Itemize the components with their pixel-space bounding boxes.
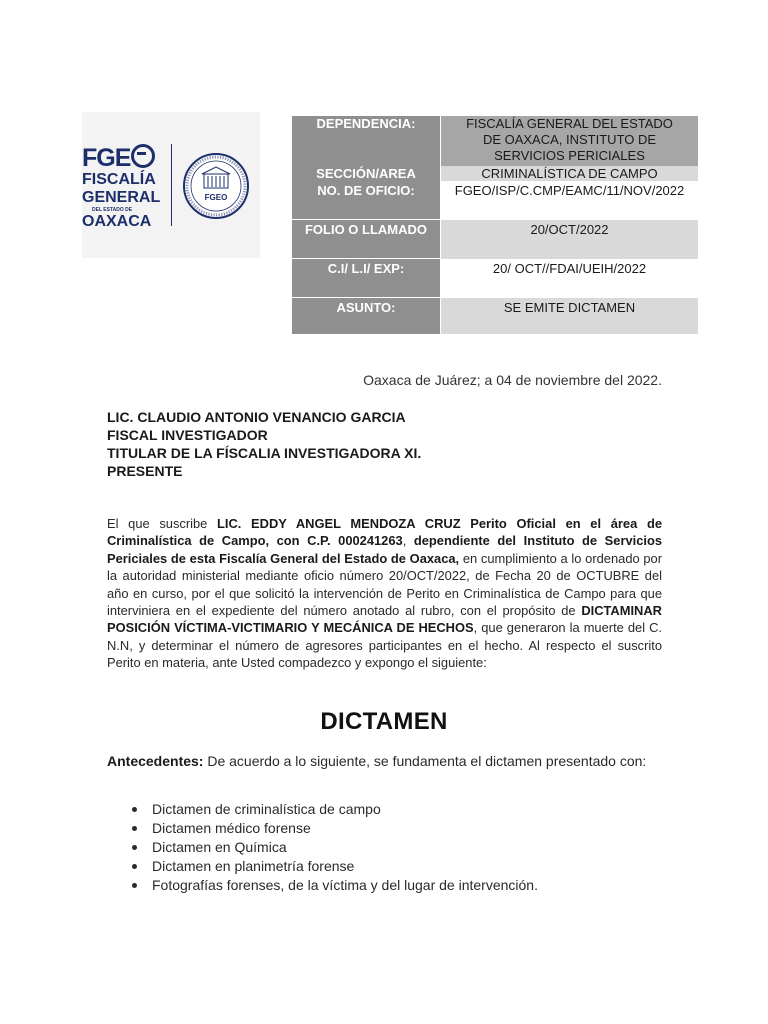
list-item: Dictamen de criminalística de campo — [130, 800, 660, 819]
table-row — [292, 181, 698, 220]
body-paragraph: El que suscribe LIC. EDDY ANGEL MENDOZA CRUZ Perito Oficial en el área de Criminalística de Campo, con C.P. 000241263, dependiente del Instituto de Servicios Periciales de esta Fiscalía General del Estado de Oaxaca, en cumplimiento a lo ordenado por la autoridad ministerial mediante oficio número 20/OCT/2022, de Fecha 20 de OCTUBRE del año en curso, por el que solicitó la intervención de Perito en Criminalística de Campo para que interviniera en el expediente del número anotado al rubro, con el propósito de DICTAMINAR POSICIÓN VÍCTIMA-VICTIMARIO Y MECÁNICA DE HECHOS, que generaron la muerte del C. N.N, y determinar el número de agresores participantes en el hecho. Al respecto el suscrito Perito en materia, ante Usted compadezco y expongo el siguiente: — [107, 516, 663, 671]
asunto-label: ASUNTO: — [292, 298, 441, 335]
bullet-icon — [132, 826, 137, 831]
table-row — [292, 259, 698, 298]
documents-list — [130, 800, 660, 895]
logo-brand: FGE — [82, 144, 131, 172]
table-row — [292, 116, 698, 166]
logo-divider — [171, 144, 172, 226]
table-row — [292, 220, 698, 259]
bullet-icon — [132, 883, 137, 888]
institution-logo — [82, 112, 260, 258]
ci-value: 20/ OCT//FDAI/UEIH/2022 — [441, 259, 699, 298]
addressee-block — [107, 408, 667, 480]
logo-small-text: DEL ESTADO DE — [92, 207, 133, 213]
bullet-icon — [132, 807, 137, 812]
addressee-presente: PRESENTE — [107, 463, 183, 479]
dictamen-purpose: DICTAMINAR POSICIÓN VÍCTIMA-VICTIMARIO Y MECÁNICA DE HECHOS — [107, 603, 662, 636]
addressee-office: TITULAR DE LA FÍSCALIA INVESTIGADORA XI. — [107, 445, 422, 461]
logo-line-2: GENERAL — [82, 189, 161, 206]
bullet-icon — [132, 864, 137, 869]
place-date-line: Oaxaca de Juárez; a 04 de noviembre del 2022. — [363, 372, 662, 388]
addressee-role: FISCAL INVESTIGADOR — [107, 427, 268, 443]
logo-wordmark — [82, 144, 166, 231]
list-item: Dictamen en Química — [130, 838, 660, 857]
signer-institution: dependiente del Instituto de Servicios Periciales de esta Fiscalía General del Estado de Oaxaca, — [107, 533, 663, 566]
seal-text: FGEO — [204, 193, 228, 202]
ci-label: C.I/ L.I/ EXP: — [292, 259, 441, 298]
addressee-name: LIC. CLAUDIO ANTONIO VENANCIO GARCIA — [107, 409, 406, 425]
document-header-table — [292, 116, 698, 334]
dependencia-label: DEPENDENCIA: — [292, 116, 441, 166]
oficio-value: FGEO/ISP/C.CMP/EAMC/11/NOV/2022 — [441, 181, 699, 220]
logo-line-3: OAXACA — [82, 213, 152, 230]
seal-icon — [182, 152, 250, 220]
list-item: Dictamen médico forense — [130, 819, 660, 838]
seccion-value: CRIMINALÍSTICA DE CAMPO — [441, 166, 699, 181]
signer-identity: LIC. EDDY ANGEL MENDOZA CRUZ Perito Oficial en el área de Criminalística de Campo, con C.P. 000241263 — [107, 516, 662, 549]
antecedentes-label: Antecedentes: — [107, 753, 204, 769]
folio-label: FOLIO O LLAMADO — [292, 220, 441, 259]
table-row — [292, 298, 698, 335]
logo-line-1: FISCALÍA — [82, 171, 156, 188]
list-item: Fotografías forenses, de la víctima y del lugar de intervención. — [130, 876, 660, 895]
list-item: Dictamen en planimetría forense — [130, 857, 660, 876]
folio-value: 20/OCT/2022 — [441, 220, 699, 259]
dependencia-value: FISCALÍA GENERAL DEL ESTADO DE OAXACA, INSTITUTO DE SERVICIOS PERICIALES — [441, 116, 699, 166]
table-row — [292, 166, 698, 181]
section-title: DICTAMEN — [320, 708, 448, 735]
antecedentes-paragraph: Antecedentes: De acuerdo a lo siguiente, se fundamenta el dictamen presentado con: — [107, 753, 647, 769]
seccion-label: SECCIÓN/AREA — [292, 166, 441, 181]
asunto-value: SE EMITE DICTAMEN — [441, 298, 699, 335]
bullet-icon — [132, 845, 137, 850]
oficio-label: NO. DE OFICIO: — [292, 181, 441, 220]
logo-o-icon — [131, 144, 155, 168]
